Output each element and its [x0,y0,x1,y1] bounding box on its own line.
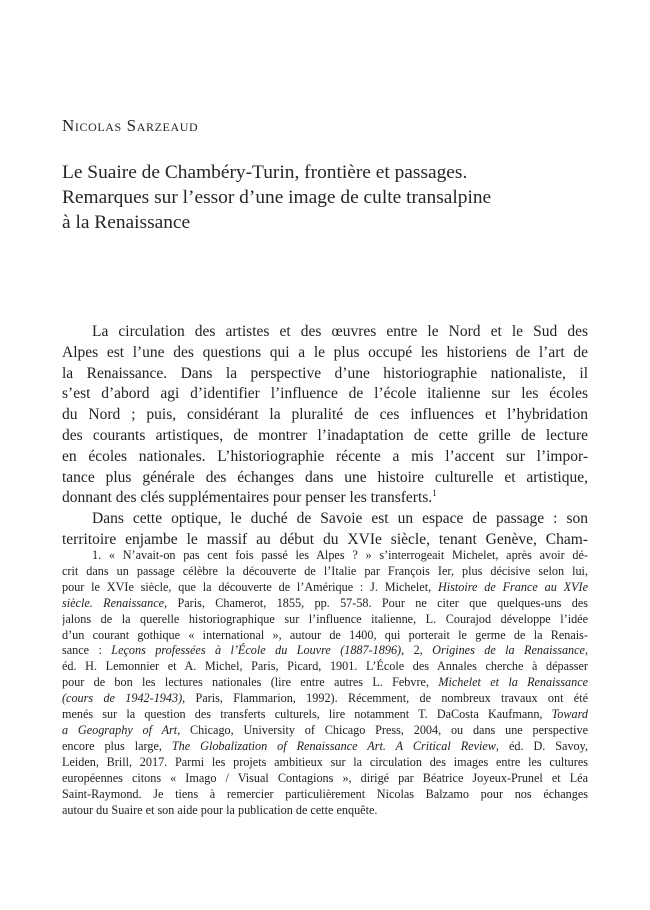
footnote-italic: siècle. Renaissance [62,595,165,610]
paragraph-1 [62,322,588,509]
footnote-line [62,580,588,596]
footnote-italic: Origines de la Renaissance [432,643,585,658]
footnote-italic: (cours de 1942-1943) [62,691,183,706]
text-line: du Nord ; puis, considérant la pluralité de ces influences et l’hybridation [62,406,588,424]
title-line: Remarques sur l’essor d’une image de culte transalpine [62,187,492,208]
author-name: Nicolas Sarzeaud [62,116,199,135]
footnote-italic: Toward [551,707,588,722]
footnote-italic: Leçons professées à l’École du Louvre (1887-1896) [111,643,402,658]
footnote-italic: Histoire de France au XVIe [437,579,588,594]
text-line: tance plus générale des échanges dans une histoire culturelle et artistique, [62,468,588,486]
footnote-line: européennes citons « Imago / Visual Contagions », dirigé par Béatrice Joyeux-Prunel et Léa [62,770,588,785]
footnote-text: , Chicago, University of Chicago Press, 2004, ou dans une perspective [177,722,588,737]
footnote-line: Leiden, Brill, 2017. Parmi les projets ambitieux sur la circulation des images entre les cultures [62,754,588,769]
footnote-line: jalons de la querelle historiographique sur l’influence italienne, L. Courajod développe l’idée [62,611,588,626]
footnote-text: , éd. D. Savoy, [495,738,588,753]
text-line: la Renaissance. Dans la perspective d’une historiographie nationaliste, il [62,364,588,382]
footnote-text: , Paris, Chamerot, 1855, pp. 57-58. Pour ne citer que quelques-uns des [164,595,588,610]
footnote-line [62,691,588,707]
footnote-text: , Paris, Flammarion, 1992). Récemment, de nombreux travaux ont été [182,691,588,706]
footnote-ref[interactable]: 1 [432,488,437,499]
footnote-text: pour le XVIe siècle, que la découverte de l’Amérique : J. Michelet, [62,579,438,594]
footnote-line: Saint-Raymond. Je tiens à remercier particulièrement Nicolas Balzamo pour nos échanges [62,786,588,801]
title-line: à la Renaissance [62,212,191,233]
text-line: s’est d’abord agi d’identifier l’influence de l’école italienne sur les écoles [62,385,588,403]
footnote-line: éd. H. Lemonnier et A. Michel, Paris, Picard, 1901. L’École des Annales cherche à dépasser [62,659,588,674]
article-title [62,160,602,235]
text-line: Alpes est l’une des questions qui a le plus occupé les historiens de l’art de [62,343,588,361]
footnote-line [62,596,588,612]
footnote-text: pour de bon les lectures nationales (lire entre autres L. Febvre, [62,675,439,690]
text-line: La circulation des artistes et des œuvres entre le Nord et le Sud des [92,323,588,340]
footnote-line [62,739,588,755]
footnote-line [62,643,588,659]
footnote-line: 1. « N’avait-on pas cent fois passé les Alpes ? » s’interrogeait Michelet, après avoir dé- [92,548,588,562]
footnote-line: d’un courant gothique « international », autour de 1400, qui porterait le germe de la Renais- [62,627,588,642]
footnote-text: encore plus large, [62,738,172,753]
title-line: Le Suaire de Chambéry-Turin, frontière et passages. [62,162,468,183]
footnote-text: menés sur la question des transferts culturels, lire notamment T. DaCosta Kaufmann, [62,707,552,722]
footnotes [62,548,588,818]
footnote-line: crit dans un passage célèbre la découverte de l’Italie par François Ier, plus décisive selon lui, [62,563,588,578]
footnote-italic: a Geography of Art [62,722,178,737]
text-line [62,488,588,509]
footnote-line [62,707,588,723]
text-line: Dans cette optique, le duché de Savoie est un espace de passage : son [92,510,588,528]
paragraph-2 [62,509,588,551]
text-line: territoire enjambe le massif au début du XVIe siècle, tenant Genève, Cham- [62,530,588,548]
footnote-line: autour du Suaire et son aide pour la publication de cette enquête. [62,802,378,817]
footnote-text: , 2, [401,643,433,658]
footnote-italic: Michelet et la Renaissance [438,675,588,690]
text-line: en écoles nationales. L’historiographie récente a mis l’accent sur l’impor- [62,447,588,465]
footnote-italic: The Globalization of Renaissance Art. A Critical Review [171,738,496,753]
footnote-line [62,675,588,691]
footnote-text: sance : [62,643,112,658]
text-line-content: donnant des clés supplémentaires pour penser les transferts. [62,489,433,507]
text-line: des courants artistiques, de montrer l’inadaptation de cette grille de lecture [62,426,588,444]
body-text [62,322,588,551]
footnote-line [62,723,588,739]
footnote-text: , [584,643,588,658]
